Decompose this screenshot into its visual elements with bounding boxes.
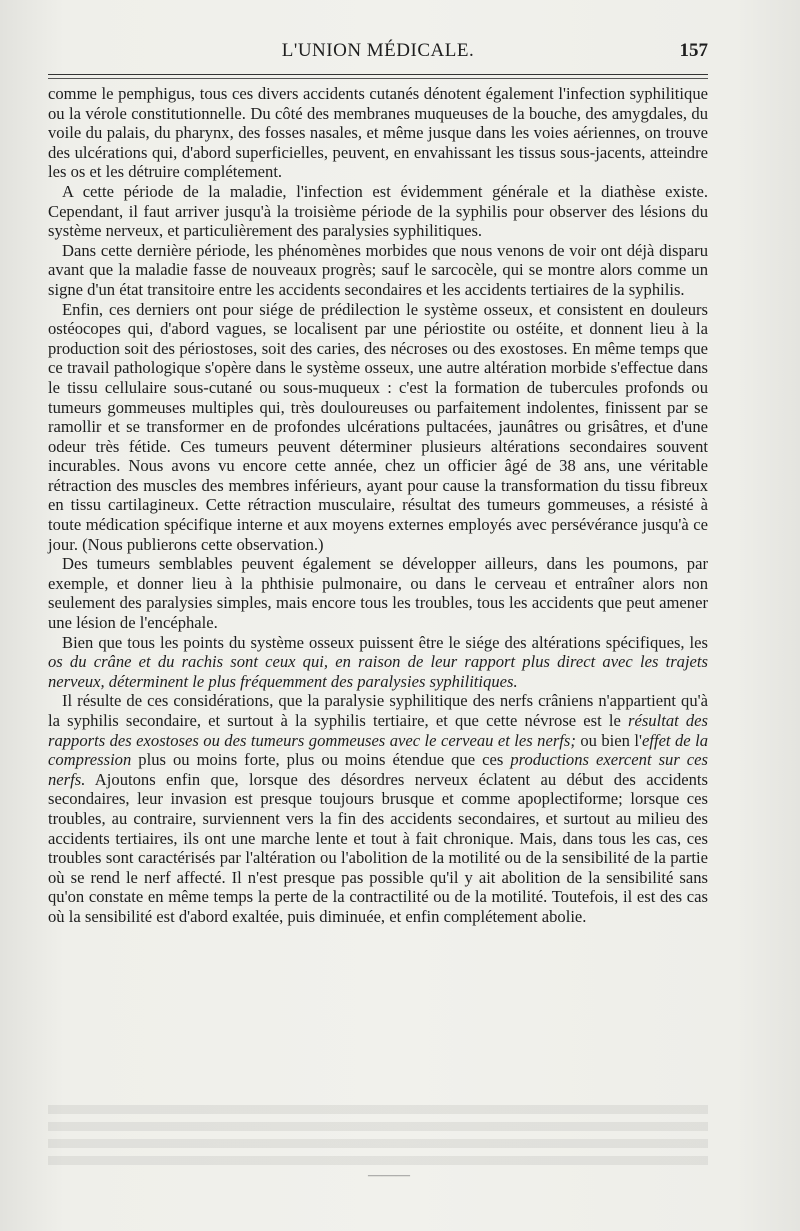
- text-run: Ajoutons enfin que, lorsque des désordres nerveux éclatent au début des accidents secondaires, leur invasion est presque toujours brusque et comme apoplectiforme; lorsque ces troubles, au contraire, surviennent vers la fin des accidents secondaires, et surtout au milieu des accidents tertiaires, ils ont une marche lente et tout à fait chronique. Mais, dans tous les cas, ces troubles sont caractérisés par l'altération ou l'abolition de la motilité ou de la sensibilité de la partie où se rend le nerf affecté. Il n'est presque pas possible qu'il y ait abolition de la sensibilité sans qu'on constate en même temps la perte de la contractilité ou de la motilité. Toutefois, il est des cas où la sensibilité est d'abord exaltée, puis diminuée, et enfin complétement abolie.: [48, 769, 708, 926]
- paragraph: [48, 182, 708, 241]
- paragraph: [48, 241, 708, 300]
- italic-text: productions exercent sur ces nerfs.: [48, 750, 708, 789]
- paragraph: [48, 554, 708, 632]
- paragraph: [48, 300, 708, 555]
- page-number: 157: [679, 40, 708, 61]
- text-run: Il résulte de ces considérations, que la paralysie syphilitique des nerfs crâniens n'appartient qu'à la syphilis secondaire, et surtout à la syphilis tertiaire, et que cette névrose est le: [48, 691, 708, 730]
- italic-text: effet de la compression: [48, 730, 708, 770]
- paragraph: [48, 633, 708, 692]
- article-body: [48, 84, 708, 927]
- text-run: Dans cette dernière période, les phénomènes morbides que nous venons de voir ont déjà disparu avant que la maladie fasse de nouveaux progrès; sauf le sarcocèle, qui se montre alors comme un signe d'un état transitoire entre les accidents secondaires et les accidents tertiaires de la syphilis.: [48, 240, 708, 299]
- show-through-texture: [48, 1105, 708, 1165]
- italic-text: résultat des rapports des exostoses ou des tumeurs gommeuses avec le cerveau et les nerfs;: [48, 711, 708, 750]
- text-run: ou bien l': [575, 730, 642, 750]
- text-run: comme le pemphigus, tous ces divers accidents cutanés dénotent également l'infection syphilitique ou la vérole constitutionnelle. Du côté des membranes muqueuses de la bouche, des amygdales, du voile du palais, du pharynx, des fosses nasales, et même jusque dans les voies aériennes, on trouve des ulcérations qui, d'abord superficielles, peuvent, en envahissant les tissus sous-jacents, atteindre les os et les détruire complétement.: [48, 84, 708, 182]
- text-run: Bien que tous les points du système osseux puissent être le siége des altérations spécifiques, les: [62, 632, 708, 652]
- text-run: plus ou moins forte, plus ou moins étendue que ces: [131, 750, 511, 770]
- header-rule-thin: [48, 78, 708, 79]
- text-run: Enfin, ces derniers ont pour siége de prédilection le système osseux, et consistent en douleurs ostéocopes qui, d'abord vagues, se localisent par une périostite ou ostéite, et donnent lieu à la production soit des périostoses, soit des caries, des nécroses ou des exostoses. En même temps que ce travail pathologique s'opère dans le système osseux, une autre altération morbide s'effectue dans le tissu cellulaire sous-cutané ou sous-muqueux : c'est la formation de tubercules profonds ou tumeurs gommeuses multiples qui, très douloureuses ou parfaitement indolentes, finissent par se ramollir et se transformer en de profondes ulcérations pultacées, jaunâtres ou grisâtres, et d'une odeur très fétide. Ces tumeurs peuvent déterminer plusieurs altérations secondaires souvent incurables. Nous avons vu encore cette année, chez un officier âgé de 38 ans, une véritable rétraction des muscles des membres inférieurs, ayant pour cause la transformation du tissu fibreux en tissu cartilagineux. Cette rétraction musculaire, résultat des tumeurs gommeuses, a résisté à toute médication spécifique interne et aux moyens externes employés avec persévérance jusqu'à ce jour. (Nous publierons cette observation.): [48, 299, 708, 554]
- paragraph: [48, 84, 708, 182]
- italic-text: os du crâne et du rachis sont ceux qui, en raison de leur rapport plus direct avec les trajets nerveux, déterminent le plus fréquemment des paralysies syphilitiques.: [48, 652, 708, 691]
- text-run: A cette période de la maladie, l'infection est évidemment générale et la diathèse existe. Cependant, il faut arriver jusqu'à la troisième période de la syphilis pour observer des lésions du système nerveux, et particulièrement des paralysies syphilitiques.: [48, 181, 708, 241]
- paragraph: [48, 691, 708, 926]
- footer-rule-mark: ———: [368, 1168, 410, 1183]
- header-rule: [48, 74, 708, 75]
- running-header: [48, 40, 708, 70]
- text-run: Des tumeurs semblables peuvent également se développer ailleurs, dans les poumons, par exemple, et donner lieu à la phthisie pulmonaire, ou dans le cerveau et entraîner alors non seulement des paralysies simples, mais encore tous les troubles, tous les accidents que peut amener une lésion de l'encéphale.: [48, 554, 708, 633]
- journal-title: L'UNION MÉDICALE.: [281, 40, 475, 61]
